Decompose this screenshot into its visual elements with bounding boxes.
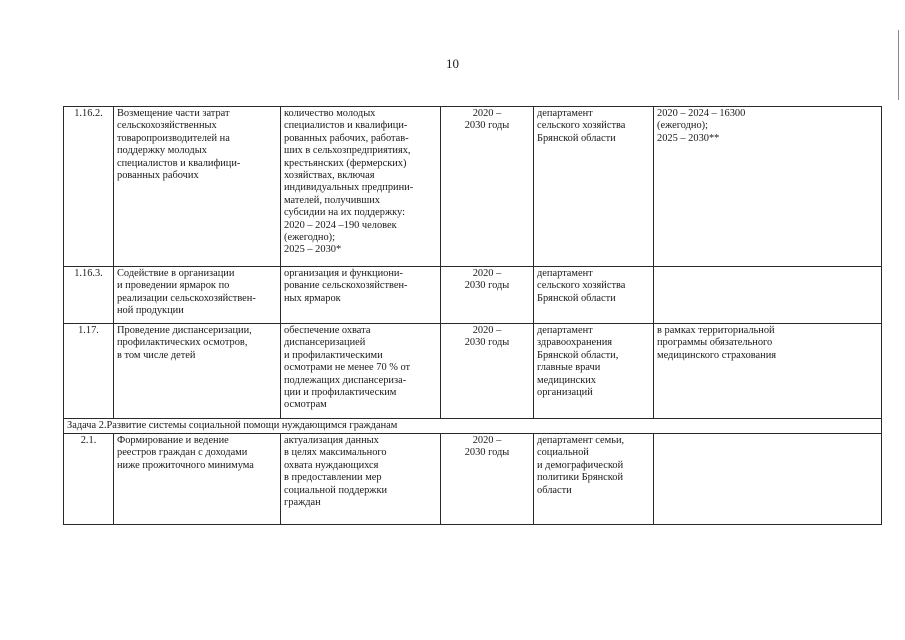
row-number: 2.1. [64, 434, 114, 525]
row-number: 1.17. [64, 324, 114, 419]
indicator-cell: обеспечение охвата диспансеризацией и профилактическими осмотрами не менее 70 % от подлежащих диспансериза- ции и профилактическим осмотрам [281, 324, 441, 419]
term-cell: 2020 – 2030 годы [441, 107, 534, 267]
table-row [64, 267, 882, 324]
measure-cell: Проведение диспансеризации, профилактических осмотров, в том числе детей [114, 324, 281, 419]
funding-cell: в рамках территориальной программы обязательного медицинского страхования [654, 324, 882, 419]
row-number: 1.16.3. [64, 267, 114, 324]
indicator-cell: организация и функциони- рование сельскохозяйствен- ных ярмарок [281, 267, 441, 324]
term-cell: 2020 – 2030 годы [441, 434, 534, 525]
task-heading: Задача 2.Развитие системы социальной помощи нуждающимся гражданам [64, 419, 882, 434]
measure-cell: Содействие в организации и проведении ярмарок по реализации сельскохозяйствен- ной продукции [114, 267, 281, 324]
table-row [64, 434, 882, 525]
measures-table [63, 106, 882, 525]
executor-cell: департамент семьи, социальной и демографической политики Брянской области [534, 434, 654, 525]
scan-edge-line [898, 30, 899, 100]
term-cell: 2020 – 2030 годы [441, 267, 534, 324]
row-number: 1.16.2. [64, 107, 114, 267]
executor-cell: департамент сельского хозяйства Брянской области [534, 107, 654, 267]
table-row [64, 324, 882, 419]
measure-cell: Формирование и ведение реестров граждан с доходами ниже прожиточного минимума [114, 434, 281, 525]
indicator-cell: актуализация данных в целях максимального охвата нуждающихся в предоставлении мер социальной поддержки граждан [281, 434, 441, 525]
indicator-cell: количество молодых специалистов и квалифици- рованных рабочих, работав- ших в сельхозпредприятиях, крестьянских (фермерских) хозяйствах, включая индивидуальных предприни- мателей, получивших субсидии на их поддержку: 2020 – 2024 –190 человек (ежегодно); 2025 – 2030* [281, 107, 441, 267]
funding-cell [654, 434, 882, 525]
term-cell: 2020 – 2030 годы [441, 324, 534, 419]
executor-cell: департамент здравоохранения Брянской области, главные врачи медицинских организаций [534, 324, 654, 419]
table-row [64, 107, 882, 267]
page-number: 10 [446, 56, 459, 71]
funding-cell: 2020 – 2024 – 16300 (ежегодно); 2025 – 2030** [654, 107, 882, 267]
task-heading-row [64, 419, 882, 434]
funding-cell [654, 267, 882, 324]
measure-cell: Возмещение части затрат сельскохозяйственных товаропроизводителей на поддержку молодых специалистов и квалифици- рованных рабочих [114, 107, 281, 267]
executor-cell: департамент сельского хозяйства Брянской области [534, 267, 654, 324]
